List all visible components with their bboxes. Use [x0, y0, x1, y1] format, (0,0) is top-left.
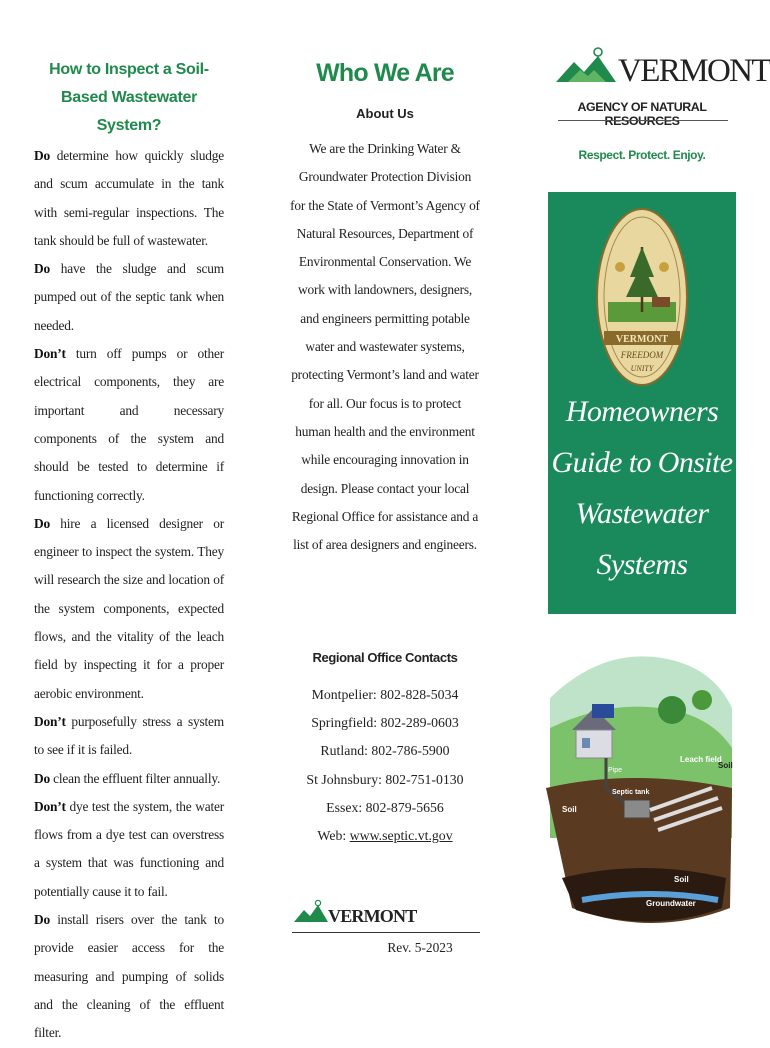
cover-title-line: Systems	[596, 548, 688, 581]
contact-essex: Essex: 802-879-5656	[326, 799, 444, 815]
septic-system-diagram	[542, 638, 734, 938]
who-we-are-column	[290, 0, 480, 955]
tip-item: Don’t purposefully stress a system to see if it is failed.	[34, 713, 224, 758]
mountain-icon	[294, 905, 328, 922]
tip-item: Do clean the effluent filter annually.	[34, 770, 221, 786]
solar-panel-icon	[592, 704, 614, 718]
vermont-seal-icon	[596, 207, 688, 387]
tip-item: Do have the sludge and scum pumped out of the septic tank when needed.	[34, 261, 224, 333]
footer-divider	[292, 932, 480, 933]
logo-text: VERMONT	[618, 53, 770, 89]
contact-rutland: Rutland: 802-786-5900	[320, 743, 450, 759]
svg-text:UNITY: UNITY	[630, 364, 654, 373]
agency-name: AGENCY OF NATURAL RESOURCES	[577, 100, 707, 128]
tree-icon	[658, 696, 686, 724]
tips-list	[34, 142, 224, 1048]
soil-label-bottom: Soil	[674, 875, 689, 884]
contact-st-johnsbury: St Johnsbury: 802-751-0130	[306, 771, 464, 787]
tip-item: Do install risers over the tank to provide easier access for the measuring and pumping of solids and the cleaning of the effluent filter.	[34, 912, 224, 1041]
cover-title-line: Wastewater	[575, 497, 709, 530]
vermont-footer-logo	[292, 896, 417, 930]
agency-divider	[558, 120, 728, 121]
who-we-are-title: Who We Are	[316, 59, 454, 87]
about-us-body: We are the Drinking Water & Groundwater Protection Division for the State of Vermont’s Agency of Natural Resources, Department of Environmental Conservation. We work with landowners, designers, and engineers permitting potable water and wastewater systems, protecting Vermont’s land and water for all. Our focus is to protect human health and the environment while encouraging innovation in design. Please contact your local Regional Office for assistance and a list of area designers and engineers.	[290, 141, 480, 553]
inspection-column	[34, 0, 224, 1048]
tip-item: Do determine how quickly sludge and scum accumulate in the tank with semi-regular inspections. The tank should be full of wastewater.	[34, 148, 224, 248]
septic-tank-label: Septic tank	[612, 789, 650, 796]
sun-icon	[315, 900, 320, 905]
footer-logo-text: VERMONT	[328, 906, 417, 926]
cow-icon	[652, 297, 670, 307]
cover-panel	[548, 192, 736, 614]
slogan: Respect. Protect. Enjoy.	[578, 148, 706, 162]
svg-text:VERMONT: VERMONT	[615, 334, 669, 345]
sun-icon	[594, 48, 602, 56]
contact-web	[290, 822, 480, 850]
tree-icon	[692, 690, 712, 710]
contact-springfield: Springfield: 802-289-0603	[311, 715, 459, 731]
pipe-label: Pipe	[608, 767, 623, 774]
tip-item: Don’t turn off pumps or other electrical components, they are important and necessary components of the system and should be tested to determine if functioning correctly.	[34, 346, 224, 503]
regional-contacts-heading: Regional Office Contacts	[312, 650, 458, 665]
contact-montpelier: Montpelier: 802-828-5034	[311, 687, 459, 702]
about-us-heading: About Us	[356, 106, 414, 121]
svg-text:FREEDOM: FREEDOM	[620, 350, 664, 360]
leach-field-label: Leach field	[680, 755, 722, 764]
groundwater-label: Groundwater	[646, 899, 696, 908]
revision-date: Rev. 5-2023	[387, 940, 453, 955]
cover-title-line: Guide to Onsite	[551, 446, 733, 479]
tip-item: Don’t dye test the system, the water flows from a dye test can overstress a system that was functioning and potentially cause it to fail.	[34, 798, 224, 899]
vermont-agency-logo	[554, 44, 770, 90]
cover-title-line: Homeowners	[565, 395, 719, 428]
cover-title	[548, 386, 736, 590]
septic-tank-icon	[624, 800, 650, 818]
regional-contacts-list	[290, 681, 480, 850]
soil-label-top: Soil	[718, 761, 733, 770]
web-link[interactable]: www.septic.vt.gov	[349, 828, 453, 844]
web-label: Web:	[317, 828, 350, 844]
soil-label-left: Soil	[562, 805, 577, 814]
house-icon	[576, 730, 612, 758]
inspection-heading: How to Inspect a Soil-Based Wastewater System?	[49, 61, 209, 134]
tip-item: Do hire a licensed designer or engineer to inspect the system. They will research the size and location of the system components, expected flows, and the vitality of the leach field by inspecting it for a proper aerobic environment.	[34, 515, 224, 701]
